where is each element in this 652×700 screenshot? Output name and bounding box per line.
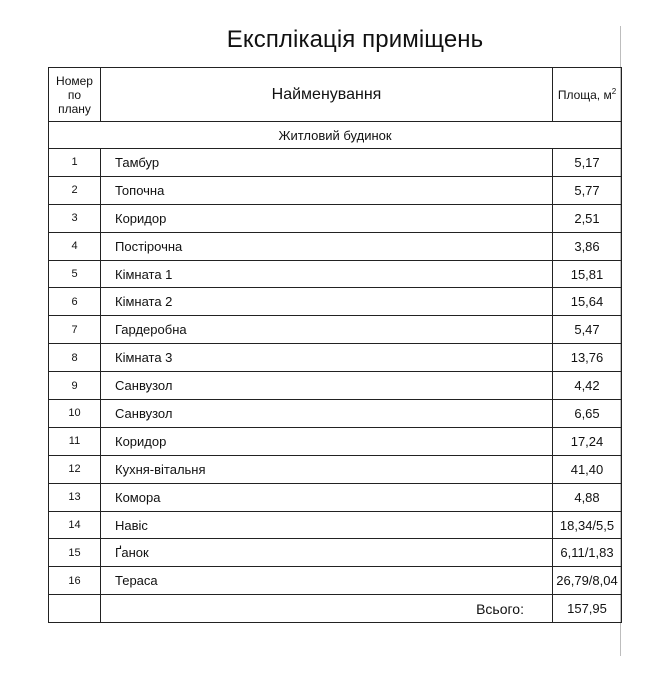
row-name: Ґанок <box>101 539 553 567</box>
row-area: 6,65 <box>553 400 622 428</box>
page-title: Експлікація приміщень <box>226 26 484 53</box>
row-name: Санвузол <box>101 400 553 428</box>
table-row <box>49 567 622 595</box>
row-name: Тераса <box>101 567 553 595</box>
row-number: 9 <box>49 372 101 400</box>
total-row <box>49 595 622 623</box>
row-number: 6 <box>49 288 101 316</box>
header-number-line: Номер <box>56 73 93 88</box>
row-name: Коридор <box>101 427 553 455</box>
table-row <box>49 288 622 316</box>
table-row <box>49 232 622 260</box>
row-area: 5,17 <box>553 149 622 177</box>
table-row <box>49 260 622 288</box>
table-row <box>49 400 622 428</box>
section-title: Житловий будинок <box>49 122 622 149</box>
row-name: Кімната 2 <box>101 288 553 316</box>
row-number: 5 <box>49 260 101 288</box>
row-name: Комора <box>101 483 553 511</box>
row-number: 2 <box>49 176 101 204</box>
section-row <box>49 122 622 149</box>
row-area: 17,24 <box>553 427 622 455</box>
row-name: Гардеробна <box>101 316 553 344</box>
table-row <box>49 511 622 539</box>
row-number: 1 <box>49 149 101 177</box>
rooms-table <box>48 67 622 623</box>
table-row <box>49 204 622 232</box>
header-number <box>49 68 101 122</box>
row-name: Тамбур <box>101 149 553 177</box>
row-number: 10 <box>49 400 101 428</box>
row-area: 5,77 <box>553 176 622 204</box>
row-area: 6,11/1,83 <box>553 539 622 567</box>
row-number: 8 <box>49 344 101 372</box>
row-name: Кімната 1 <box>101 260 553 288</box>
row-number: 16 <box>49 567 101 595</box>
row-number: 15 <box>49 539 101 567</box>
row-name: Топочна <box>101 176 553 204</box>
row-number: 7 <box>49 316 101 344</box>
header-row <box>49 68 622 122</box>
row-name: Коридор <box>101 204 553 232</box>
row-area: 41,40 <box>553 455 622 483</box>
table-row <box>49 149 622 177</box>
row-number: 4 <box>49 232 101 260</box>
table-row <box>49 316 622 344</box>
header-name: Найменування <box>101 68 553 122</box>
row-name: Постірочна <box>101 232 553 260</box>
row-number: 12 <box>49 455 101 483</box>
total-value: 157,95 <box>553 595 622 623</box>
table-row <box>49 372 622 400</box>
row-area: 4,42 <box>553 372 622 400</box>
table-row <box>49 539 622 567</box>
row-area: 2,51 <box>553 204 622 232</box>
header-area <box>553 68 622 122</box>
header-area-label: Площа, м <box>557 88 612 102</box>
row-area: 13,76 <box>553 344 622 372</box>
row-area: 18,34/5,5 <box>553 511 622 539</box>
row-area: 15,81 <box>553 260 622 288</box>
row-area: 3,86 <box>553 232 622 260</box>
header-number-line: по <box>67 87 82 102</box>
row-area: 4,88 <box>553 483 622 511</box>
table-row <box>49 176 622 204</box>
row-number: 3 <box>49 204 101 232</box>
total-label: Всього: <box>101 595 553 623</box>
table-row <box>49 344 622 372</box>
total-empty <box>49 595 101 623</box>
table-row <box>49 427 622 455</box>
row-name: Кімната 3 <box>101 344 553 372</box>
header-area-unit: 2 <box>611 87 617 96</box>
row-area: 26,79/8,04 <box>553 567 622 595</box>
row-area: 5,47 <box>553 316 622 344</box>
row-number: 13 <box>49 483 101 511</box>
row-area: 15,64 <box>553 288 622 316</box>
row-name: Кухня-вітальня <box>101 455 553 483</box>
table-row <box>49 455 622 483</box>
row-name: Навіс <box>101 511 553 539</box>
table-row <box>49 483 622 511</box>
row-name: Санвузол <box>101 372 553 400</box>
header-number-line: плану <box>58 101 91 116</box>
row-number: 14 <box>49 511 101 539</box>
row-number: 11 <box>49 427 101 455</box>
